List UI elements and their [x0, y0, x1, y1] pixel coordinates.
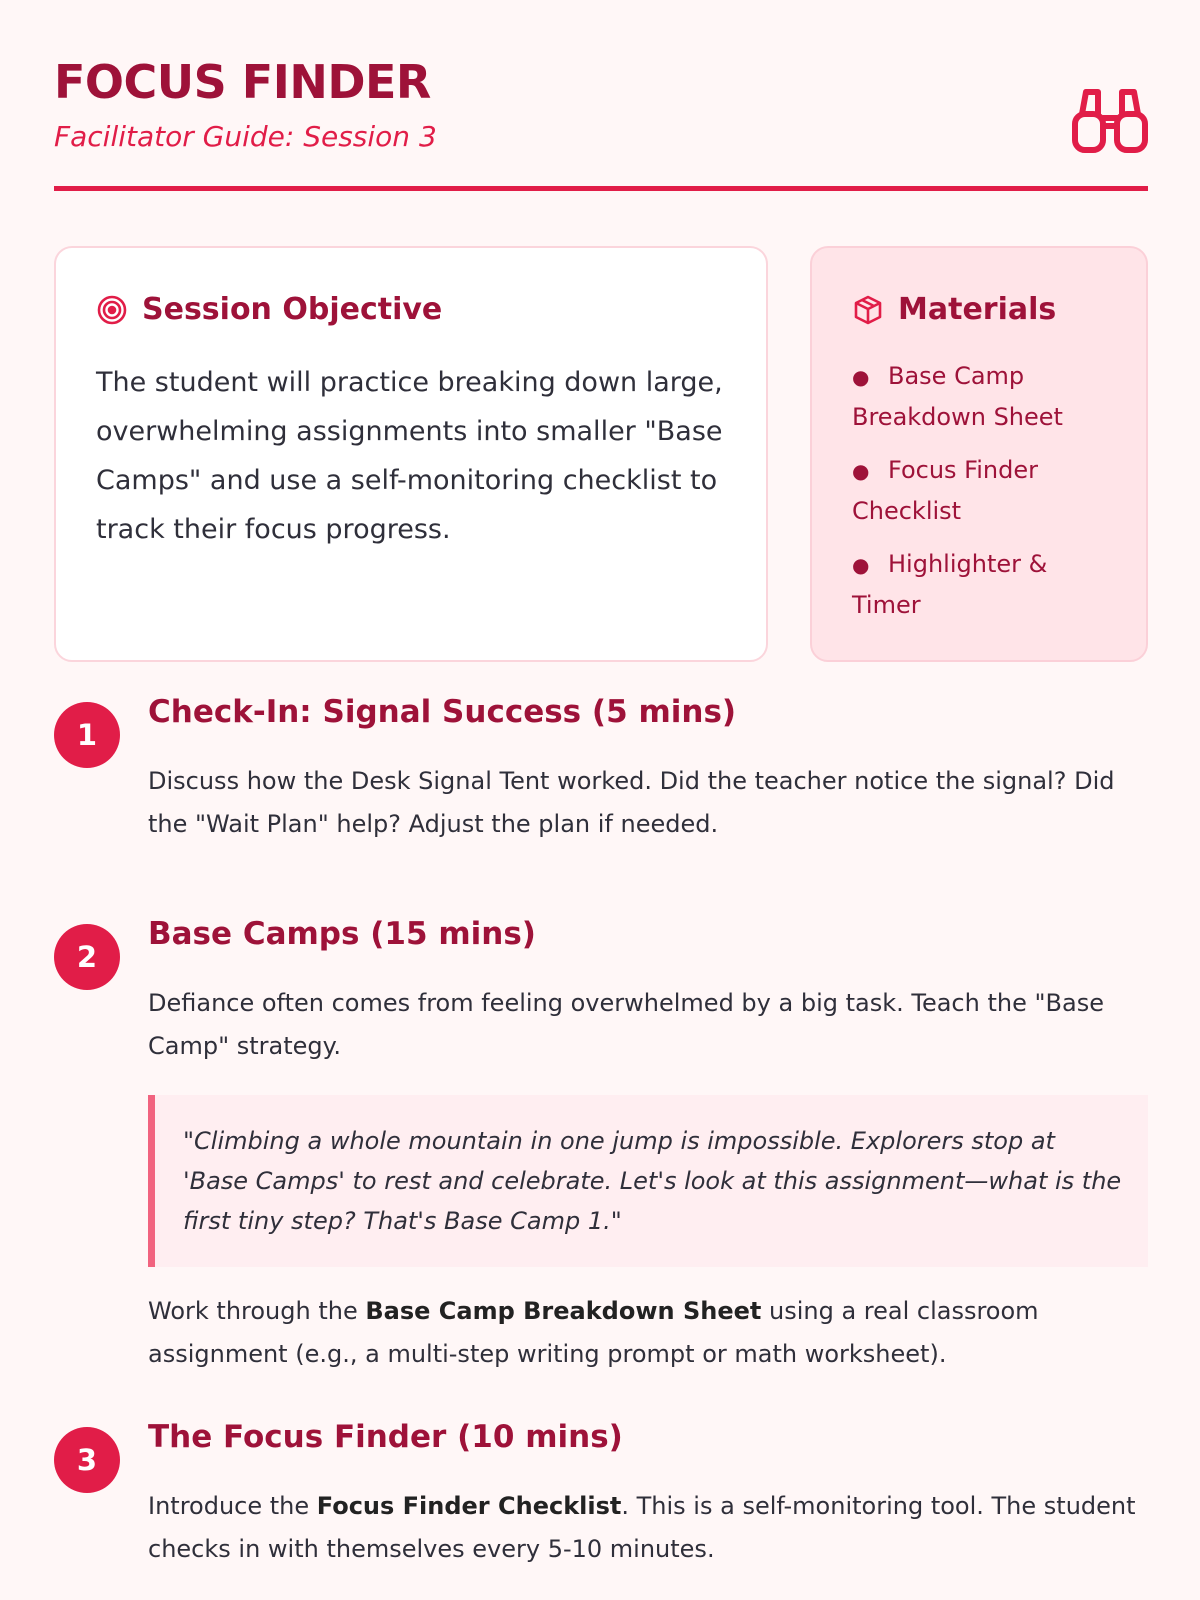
package-icon: [852, 294, 884, 326]
header: [54, 0, 1148, 192]
step-title: Check-In: Signal Success (5 mins): [148, 694, 737, 730]
materials-list: [852, 356, 1122, 638]
materials-heading: [852, 288, 1056, 332]
header-divider: [54, 186, 1148, 191]
step-followup: Work through the Base Camp Breakdown Sheet using a real classroom assignment (e.g., a multi-step writing prompt or math worksheet).: [148, 1297, 1039, 1368]
list-item: ● Base Camp Breakdown Sheet: [852, 362, 1063, 431]
material-reference: Base Camp Breakdown Sheet: [365, 1297, 762, 1325]
list-item: ● Highlighter & Timer: [852, 550, 1048, 619]
step-description: Discuss how the Desk Signal Tent worked. Did the teacher notice the signal? Did the "Wait Plan" help? Adjust the plan if needed.: [148, 767, 1115, 838]
step-number-badge: 1: [54, 702, 120, 768]
step-description: Introduce the Focus Finder Checklist. This is a self-monitoring tool. The student checks in with themselves every 5-10 minutes.: [148, 1492, 1136, 1563]
objective-text: The student will practice breaking down large, overwhelming assignments into smaller "Base Camps" and use a self-monitoring checklist to track their focus progress.: [96, 367, 723, 545]
objective-card: [54, 246, 768, 662]
objective-heading: [96, 288, 442, 332]
facilitator-script-quote: "Climbing a whole mountain in one jump is impossible. Explorers stop at 'Base Camps' to rest and celebrate. Let's look at this assignment—what is the first tiny step? That's Base Camp 1.": [148, 1095, 1148, 1267]
step-title: Base Camps (15 mins): [148, 916, 536, 952]
step-description: Defiance often comes from feeling overwhelmed by a big task. Teach the "Base Camp" strategy.: [148, 989, 1104, 1060]
binoculars-icon: [1072, 84, 1148, 160]
page-subtitle: Facilitator Guide: Session 3: [54, 120, 437, 153]
step-number-badge: 3: [54, 1427, 120, 1493]
material-reference: Focus Finder Checklist: [316, 1492, 622, 1520]
materials-card: [810, 246, 1148, 662]
info-cards: [54, 246, 1148, 664]
materials-heading-text: Materials: [898, 292, 1057, 327]
list-item: ● Focus Finder Checklist: [852, 456, 1038, 525]
guide-page: [54, 0, 1148, 1563]
objective-heading-text: Session Objective: [142, 292, 443, 327]
step-title: The Focus Finder (10 mins): [148, 1419, 623, 1455]
page-title: FOCUS FINDER: [54, 55, 431, 109]
step-number-badge: 2: [54, 924, 120, 990]
target-icon: [96, 294, 128, 326]
